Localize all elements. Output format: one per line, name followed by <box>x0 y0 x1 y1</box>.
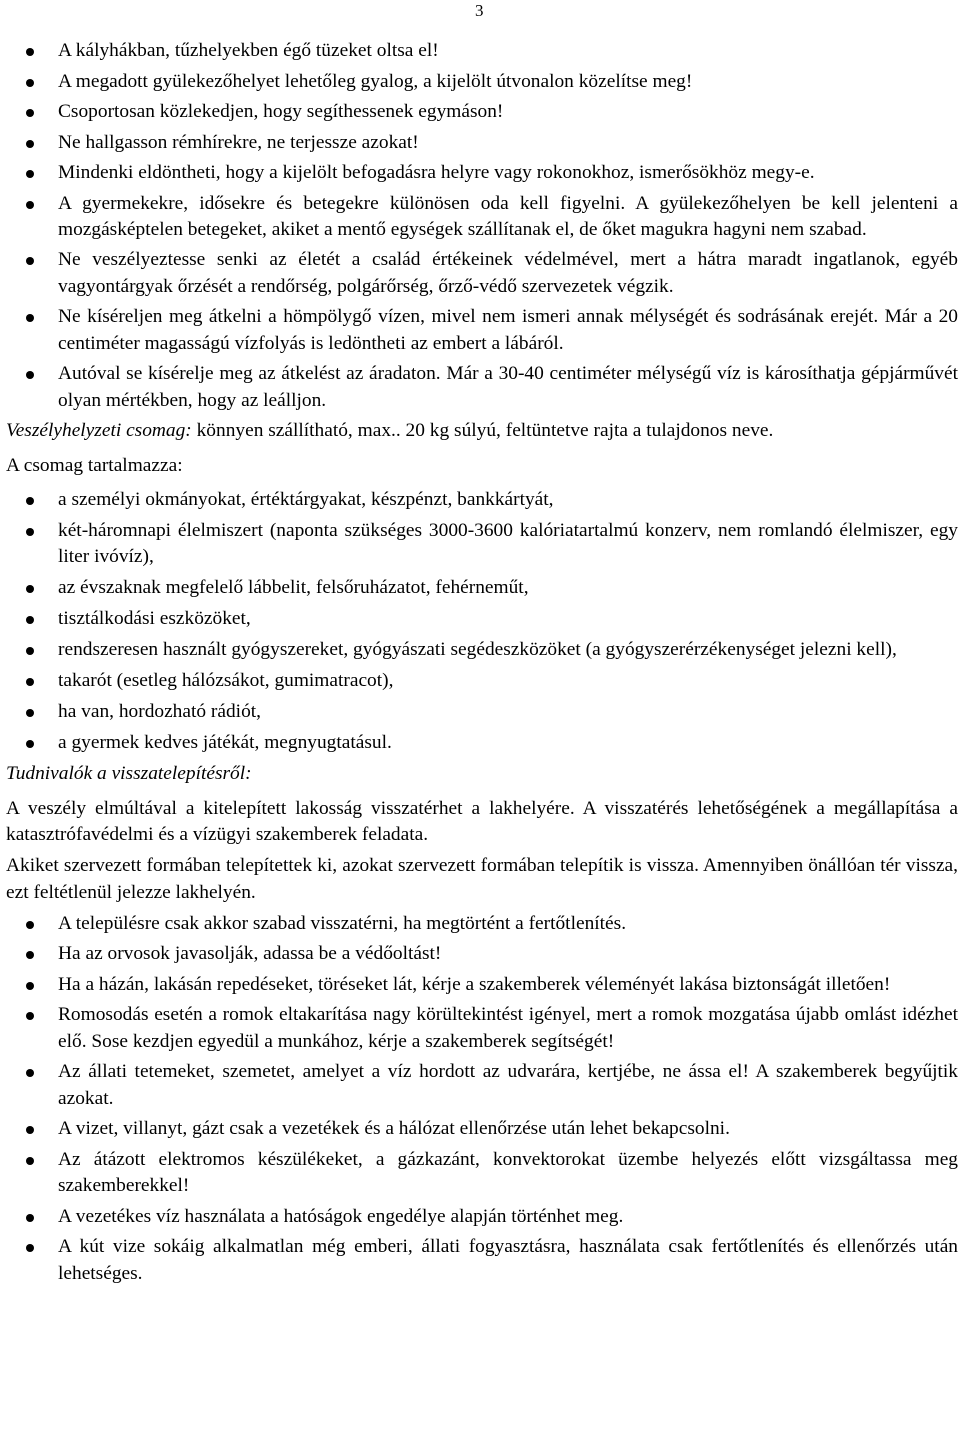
list-item <box>6 575 958 601</box>
list-item-text: A vizet, villanyt, gázt csak a vezetékek és a hálózat ellenőrzése után lehet bekapcsolni. <box>58 1118 730 1140</box>
list-item <box>6 1002 958 1055</box>
list-item <box>6 1234 958 1287</box>
bullet-icon <box>26 528 34 536</box>
page-number: 3 <box>475 1 484 20</box>
bullet-icon <box>26 616 34 624</box>
list-item <box>6 247 958 300</box>
list-item <box>6 361 958 414</box>
list-item <box>6 1147 958 1200</box>
resettlement-paragraph-1: A veszély elmúltával a kitelepített lakosság visszatérhet a lakhelyére. A visszatérés lehetőségének a megállapítása a katasztrófavédelmi és a vízügyi szakemberek feladata. <box>6 797 958 846</box>
bullet-icon <box>26 1157 34 1165</box>
bullet-icon <box>26 951 34 959</box>
list-item <box>6 304 958 357</box>
list-item-text: Ha az orvosok javasolják, adassa be a védőoltást! <box>58 943 442 965</box>
list-item <box>6 160 958 186</box>
bullet-icon <box>26 982 34 990</box>
list-item-text: Ha a házán, lakásán repedéseket, töréseket lát, kérje a szakemberek véleményét lakása biztonságát illetően! <box>58 973 891 995</box>
list-item-text: rendszeresen használt gyógyszereket, gyógyászati segédeszközöket (a gyógyszerérzékenységet jelezni kell), <box>58 639 897 661</box>
list-item-text: Csoportosan közlekedjen, hogy segíthessenek egymáson! <box>58 101 504 122</box>
package-paragraph <box>6 418 958 444</box>
list-item-text: két-háromnapi élelmiszert (naponta szükséges 3000-3600 kalóriatartalmú konzerv, nem romlandó élelmiszer, egy liter ivóvíz), <box>58 519 958 568</box>
resettlement-instructions-list <box>6 911 958 1287</box>
list-item-text: A településre csak akkor szabad visszatérni, ha megtörtént a fertőtlenítés. <box>58 912 627 934</box>
bullet-icon <box>26 140 34 148</box>
list-item <box>6 911 958 937</box>
package-description: könnyen szállítható, max.. 20 kg súlyú, feltüntetve rajta a tulajdonos neve. <box>191 420 774 442</box>
list-item <box>6 1204 958 1230</box>
list-item-text: A gyermekekre, idősekre és betegekre különösen oda kell figyelni. A gyülekezőhelyen be kell jelenteni a mozgásképtelen betegeket, akiket a mentő egységek szállítanak el, de őket magukra hagyni nem szabad. <box>58 192 958 240</box>
list-item <box>6 972 958 998</box>
list-item-text: A megadott gyülekezőhelyet lehetőleg gyalog, a kijelölt útvonalon közelítse meg! <box>58 70 693 92</box>
list-item <box>6 941 958 967</box>
bullet-icon <box>26 921 34 929</box>
bullet-icon <box>26 1069 34 1077</box>
resettlement-heading: Tudnivalók a visszatelepítésről: <box>6 763 252 785</box>
package-contents-intro: A csomag tartalmazza: <box>6 454 183 476</box>
list-item <box>6 518 958 571</box>
list-item-text: Az átázott elektromos készülékeket, a gázkazánt, konvektorokat üzembe helyezés előtt vizsgáltassa meg szakemberekkel! <box>58 1148 958 1197</box>
package-contents-list <box>6 487 958 757</box>
evacuation-instructions-list <box>6 38 958 414</box>
list-item <box>6 191 958 244</box>
document-body <box>6 38 958 1291</box>
list-item <box>6 699 958 725</box>
list-item-text: A vezetékes víz használata a hatóságok engedélye alapján történhet meg. <box>58 1205 624 1227</box>
list-item <box>6 38 958 64</box>
bullet-icon <box>26 1244 34 1252</box>
list-item-text: ha van, hordozható rádiót, <box>58 701 261 723</box>
bullet-icon <box>26 79 34 87</box>
bullet-icon <box>26 1012 34 1020</box>
list-item <box>6 99 958 125</box>
list-item-text: Ne hallgasson rémhírekre, ne terjessze azokat! <box>58 131 419 153</box>
bullet-icon <box>26 371 34 379</box>
list-item <box>6 637 958 663</box>
bullet-icon <box>26 314 34 322</box>
package-heading: Veszélyhelyzeti csomag: <box>6 420 192 442</box>
bullet-icon <box>26 170 34 178</box>
list-item-text: Ne kíséreljen meg átkelni a hömpölygő vízen, mivel nem ismeri annak mélységét és sodrásának erejét. Már a 20 centiméter magasságú vízfolyás is ledöntheti az embert a lábáról. <box>58 306 958 354</box>
list-item <box>6 1059 958 1112</box>
list-item-text: a gyermek kedves játékát, megnyugtatásul. <box>58 732 392 754</box>
list-item-text: Romosodás esetén a romok eltakarítása nagy körültekintést igényel, mert a romok mozgatása újabb omlást idézhet elő. Sose kezdjen egyedül a munkához, kérje a szakemberek segítségét! <box>58 1004 958 1052</box>
bullet-icon <box>26 585 34 593</box>
bullet-icon <box>26 1126 34 1134</box>
list-item-text: a személyi okmányokat, értéktárgyakat, készpénzt, bankkártyát, <box>58 488 554 510</box>
list-item <box>6 487 958 513</box>
list-item <box>6 1116 958 1142</box>
bullet-icon <box>26 201 34 209</box>
list-item <box>6 69 958 95</box>
list-item-text: az évszaknak megfelelő lábbelit, felsőruházatot, fehérneműt, <box>58 577 529 599</box>
list-item-text: Az állati tetemeket, szemetet, amelyet a víz hordott az udvarára, kertjébe, ne ássa el! A szakemberek begyűjtik azokat. <box>58 1061 958 1109</box>
bullet-icon <box>26 257 34 265</box>
bullet-icon <box>26 709 34 717</box>
bullet-icon <box>26 1214 34 1222</box>
list-item <box>6 606 958 632</box>
list-item-text: Mindenki eldöntheti, hogy a kijelölt befogadásra helyre vagy rokonokhoz, ismerősökhöz megy-e. <box>58 162 815 183</box>
bullet-icon <box>26 497 34 505</box>
list-item-text: A kályhákban, tűzhelyekben égő tüzeket oltsa el! <box>58 40 439 61</box>
bullet-icon <box>26 647 34 655</box>
list-item-text: tisztálkodási eszközöket, <box>58 608 251 630</box>
list-item-text: A kút vize sokáig alkalmatlan még emberi, állati fogyasztásra, használata csak fertőtlenítés és ellenőrzés után lehetséges. <box>58 1236 958 1284</box>
bullet-icon <box>26 109 34 117</box>
list-item <box>6 730 958 756</box>
bullet-icon <box>26 48 34 56</box>
list-item-text: Ne veszélyeztesse senki az életét a család értékeinek védelmével, mert a hátra maradt ingatlanok, egyéb vagyontárgyak őrzését a rendőrség, polgárőrség, őrző-védő szervezetek végzik. <box>58 249 958 297</box>
bullet-icon <box>26 740 34 748</box>
list-item <box>6 668 958 694</box>
list-item-text: Autóval se kísérelje meg az átkelést az áradaton. Már a 30-40 centiméter mélységű víz is károsíthatja gépjárművét olyan mértékben, hogy az leálljon. <box>58 363 958 411</box>
list-item-text: takarót (esetleg hálózsákot, gumimatracot), <box>58 670 394 692</box>
list-item <box>6 130 958 156</box>
bullet-icon <box>26 678 34 686</box>
resettlement-paragraph-2: Akiket szervezett formában telepítettek ki, azokat szervezett formában telepítik is vissza. Amennyiben önállóan tér vissza, ezt feltétlenül jelezze lakhelyén. <box>6 855 958 903</box>
